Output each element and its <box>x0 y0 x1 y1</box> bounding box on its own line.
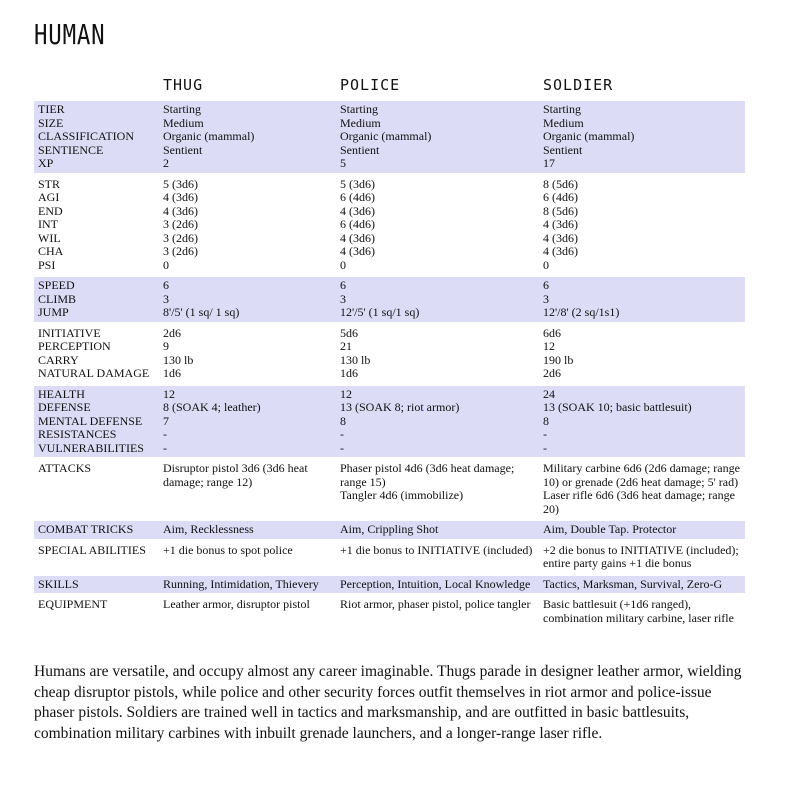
soldier-attacks: Military carbine 6d6 (2d6 damage; range 10) or grenade (2d6 heat damage; 5' rad) Laser rifle 6d6 (3d6 heat damage; range 20) <box>543 461 740 516</box>
row-label: EQUIPMENT <box>38 597 108 611</box>
soldier-values: 6d6 12 190 lb 2d6 <box>543 325 574 380</box>
stat-block-table <box>34 101 745 627</box>
column-header-soldier: SOLDIER <box>543 76 614 94</box>
police-values: 5d6 21 130 lb 1d6 <box>340 325 371 380</box>
police-values: 12 13 (SOAK 8; riot armor) 8 - - <box>336 386 539 458</box>
police-skills: Perception, Intuition, Local Knowledge <box>336 576 539 594</box>
table-row-identity <box>34 101 745 173</box>
soldier-skills: Tactics, Marksman, Survival, Zero-G <box>539 576 745 594</box>
row-labels: TIER SIZE CLASSIFICATION SENTIENCE XP <box>34 101 159 173</box>
table-row-derived <box>34 325 745 383</box>
table-row-skills <box>34 576 745 594</box>
thug-values: Starting Medium Organic (mammal) Sentient 2 <box>159 101 336 173</box>
police-combat-tricks: Aim, Crippling Shot <box>336 521 539 539</box>
police-equipment: Riot armor, phaser pistol, police tangler <box>340 597 531 611</box>
thug-values: 5 (3d6) 4 (3d6) 4 (3d6) 3 (2d6) 3 (2d6) 3 (2d6) 0 <box>163 176 198 272</box>
row-labels: INITIATIVE PERCEPTION CARRY NATURAL DAMAGE <box>38 325 150 380</box>
column-header-thug: THUG <box>163 76 204 94</box>
police-values: 5 (3d6) 6 (4d6) 4 (3d6) 6 (4d6) 4 (3d6) 4 (3d6) 0 <box>340 176 375 272</box>
table-row-special-abilities <box>34 542 745 573</box>
row-label: COMBAT TRICKS <box>34 521 159 539</box>
table-row-attributes <box>34 176 745 275</box>
row-labels: STR AGI END INT WIL CHA PSI <box>38 176 64 272</box>
thug-special-abilities: +1 die bonus to spot police <box>163 542 293 557</box>
row-label: SPECIAL ABILITIES <box>38 542 146 557</box>
soldier-equipment: Basic battlesuit (+1d6 ranged), combination military carbine, laser rifle <box>543 597 734 625</box>
column-header-police: POLICE <box>340 76 401 94</box>
table-row-combat-tricks <box>34 521 745 539</box>
table-row-movement <box>34 277 745 322</box>
thug-skills: Running, Intimidation, Thievery <box>159 576 336 594</box>
thug-values: 2d6 9 130 lb 1d6 <box>163 325 194 380</box>
row-label: ATTACKS <box>38 461 92 475</box>
row-labels: HEALTH DEFENSE MENTAL DEFENSE RESISTANCES VULNERABILITIES <box>34 386 159 458</box>
table-row-attacks <box>34 460 745 518</box>
police-special-abilities: +1 die bonus to INITIATIVE (included) <box>340 542 533 557</box>
soldier-values: 6 3 12'/8' (2 sq/1s1) <box>539 277 745 322</box>
page-title: HUMAN <box>34 18 106 51</box>
police-values: Starting Medium Organic (mammal) Sentient 5 <box>336 101 539 173</box>
police-values: 6 3 12'/5' (1 sq/1 sq) <box>336 277 539 322</box>
soldier-combat-tricks: Aim, Double Tap. Protector <box>539 521 745 539</box>
thug-values: 12 8 (SOAK 4; leather) 7 - - <box>159 386 336 458</box>
row-label: SKILLS <box>34 576 159 594</box>
thug-equipment: Leather armor, disruptor pistol <box>163 597 310 611</box>
row-labels: SPEED CLIMB JUMP <box>34 277 159 322</box>
soldier-values: 24 13 (SOAK 10; basic battlesuit) 8 - - <box>539 386 745 458</box>
thug-attacks: Disruptor pistol 3d6 (3d6 heat damage; range 12) <box>163 461 308 489</box>
soldier-special-abilities: +2 die bonus to INITIATIVE (included); entire party gains +1 die bonus <box>543 542 739 570</box>
soldier-values: Starting Medium Organic (mammal) Sentient 17 <box>539 101 745 173</box>
table-row-equipment <box>34 596 745 627</box>
police-attacks: Phaser pistol 4d6 (3d6 heat damage; range 15) Tangler 4d6 (immobilize) <box>340 461 515 502</box>
description-paragraph: Humans are versatile, and occupy almost any career imaginable. Thugs parade in designer leather armor, wielding cheap disruptor pistols, while police and other security forces outfit themselves in riot armor and police-issue phaser pistols. Soldiers are trained well in tactics and marksmanship, and are outfitted in basic battlesuits, combination military carbines with inbuilt grenade launchers, and a longer-range laser rifle. <box>34 663 742 742</box>
table-row-defense <box>34 386 745 458</box>
thug-combat-tricks: Aim, Recklessness <box>159 521 336 539</box>
soldier-values: 8 (5d6) 6 (4d6) 8 (5d6) 4 (3d6) 4 (3d6) 4 (3d6) 0 <box>543 176 578 272</box>
thug-values: 6 3 8'/5' (1 sq/ 1 sq) <box>159 277 336 322</box>
